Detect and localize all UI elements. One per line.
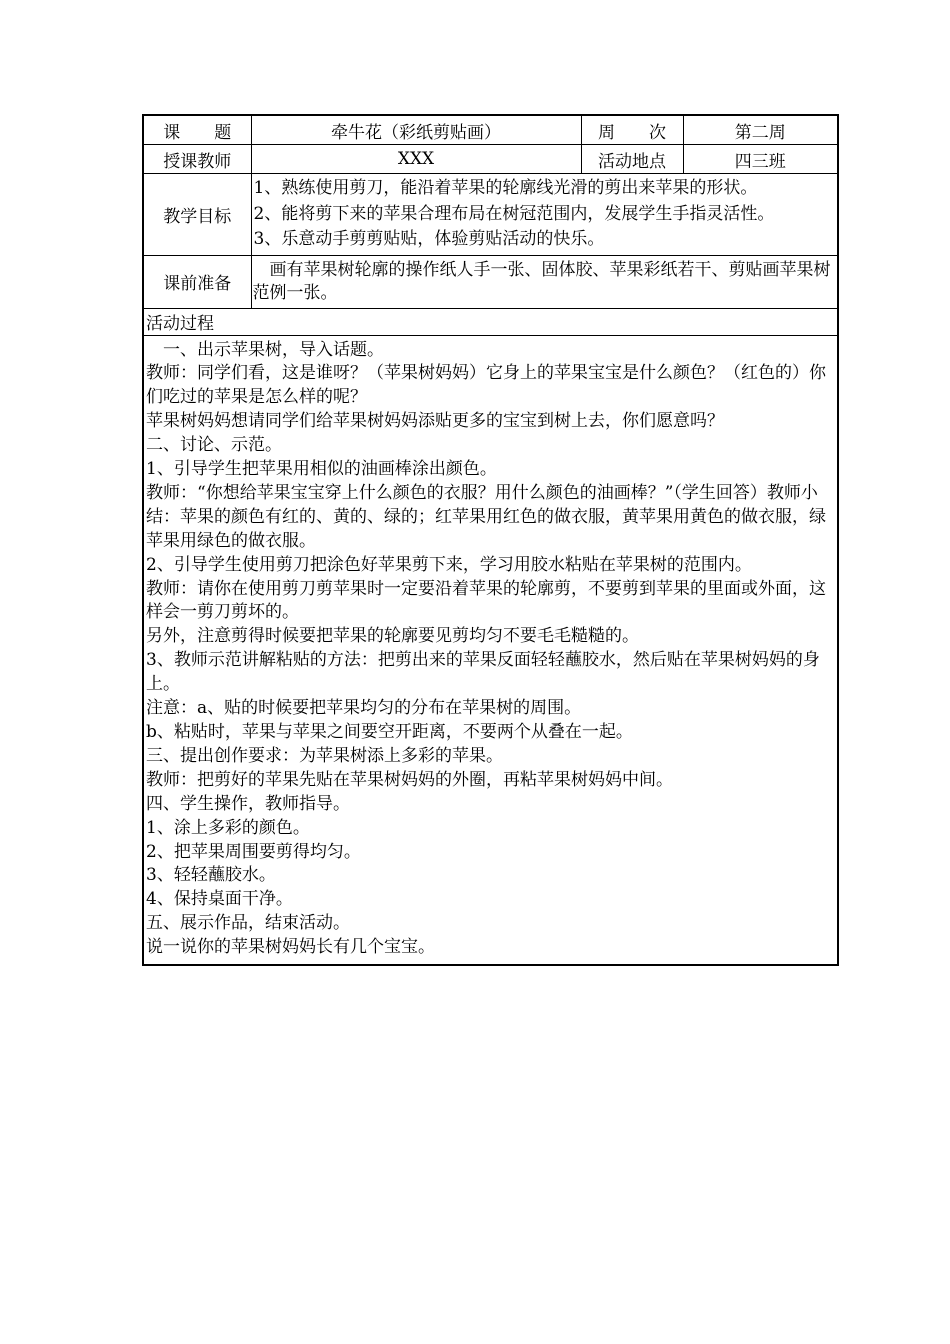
location-label: 活动地点 xyxy=(581,145,683,174)
teacher-label: 授课教师 xyxy=(143,145,251,174)
process-line: 三、提出创作要求：为苹果树添上多彩的苹果。 xyxy=(146,745,503,766)
row-process-body xyxy=(143,335,838,965)
goal-item: 3、乐意动手剪剪贴贴，体验剪贴活动的快乐。 xyxy=(253,229,605,249)
teacher-value: XXX xyxy=(251,145,581,174)
process-line: 2、把苹果周围要剪得均匀。 xyxy=(146,841,361,862)
process-line: 说一说你的苹果树妈妈长有几个宝宝。 xyxy=(146,937,435,958)
goals-content xyxy=(251,174,838,256)
process-line: 3、教师示范讲解粘贴的方法：把剪出来的苹果反面轻轻蘸胶水，然后贴在苹果树妈妈的身上。 xyxy=(146,650,820,695)
row-process-head xyxy=(143,308,838,335)
lesson-plan-table xyxy=(142,114,839,966)
process-line: b、粘贴时，苹果与苹果之间要空开距离，不要两个从叠在一起。 xyxy=(146,722,633,742)
lesson-plan-sheet xyxy=(142,114,837,966)
process-line: 4、保持桌面干净。 xyxy=(146,889,293,910)
week-label: 周 次 xyxy=(581,115,683,145)
process-line: 一、出示苹果树，导入话题。 xyxy=(146,339,384,360)
row-teacher xyxy=(143,145,838,174)
preparation-label: 课前准备 xyxy=(143,255,251,308)
process-content xyxy=(143,335,838,965)
location-value: 四三班 xyxy=(683,145,838,174)
process-line: 教师：同学们看，这是谁呀？（苹果树妈妈）它身上的苹果宝宝是什么颜色？（红色的）你们吃过的苹果是怎么样的呢？ xyxy=(146,363,826,408)
topic-label: 课 题 xyxy=(143,115,251,145)
process-line: 四、学生操作，教师指导。 xyxy=(146,793,350,814)
goal-item: 1、熟练使用剪刀，能沿着苹果的轮廓线光滑的剪出来苹果的形状。 xyxy=(253,178,758,198)
process-line: 3、轻轻蘸胶水。 xyxy=(146,865,276,886)
topic-value: 牵牛花（彩纸剪贴画） xyxy=(251,115,581,145)
process-line: 教师：“你想给苹果宝宝穿上什么颜色的衣服？用什么颜色的油画棒？”（学生回答）教师小结：苹果的颜色有红的、黄的、绿的；红苹果用红色的做衣服，黄苹果用黄色的做衣服，绿苹果用绿色的做衣服。 xyxy=(146,482,826,551)
process-line: 教师：把剪好的苹果先贴在苹果树妈妈的外圈，再粘苹果树妈妈中间。 xyxy=(146,769,673,790)
week-value: 第二周 xyxy=(683,115,838,145)
process-label: 活动过程 xyxy=(143,308,838,335)
preparation-text: 画有苹果树轮廓的操作纸人手一张、固体胶、苹果彩纸若干、剪贴画苹果树范例一张。 xyxy=(251,255,838,308)
process-line: 1、引导学生把苹果用相似的油画棒涂出颜色。 xyxy=(146,459,497,480)
process-line: 二、讨论、示范。 xyxy=(146,435,282,456)
process-line: 1、涂上多彩的颜色。 xyxy=(146,817,310,838)
row-goals xyxy=(143,174,838,256)
process-line: 注意：a、贴的时候要把苹果均匀的分布在苹果树的周围。 xyxy=(146,698,582,719)
goal-item: 2、能将剪下来的苹果合理布局在树冠范围内，发展学生手指灵活性。 xyxy=(253,203,775,224)
process-line: 2、引导学生使用剪刀把涂色好苹果剪下来，学习用胶水粘贴在苹果树的范围内。 xyxy=(146,554,752,575)
row-preparation xyxy=(143,255,838,308)
process-line: 教师：请你在使用剪刀剪苹果时一定要沿着苹果的轮廓剪，不要剪到苹果的里面或外面，这样会一剪刀剪坏的。 xyxy=(146,578,826,623)
row-topic xyxy=(143,115,838,145)
process-line: 苹果树妈妈想请同学们给苹果树妈妈添贴更多的宝宝到树上去，你们愿意吗？ xyxy=(146,411,724,432)
process-line: 另外，注意剪得时候要把苹果的轮廓要见剪均匀不要毛毛糙糙的。 xyxy=(146,626,639,647)
process-line: 五、展示作品，结束活动。 xyxy=(146,913,350,934)
goals-label: 教学目标 xyxy=(143,174,251,256)
